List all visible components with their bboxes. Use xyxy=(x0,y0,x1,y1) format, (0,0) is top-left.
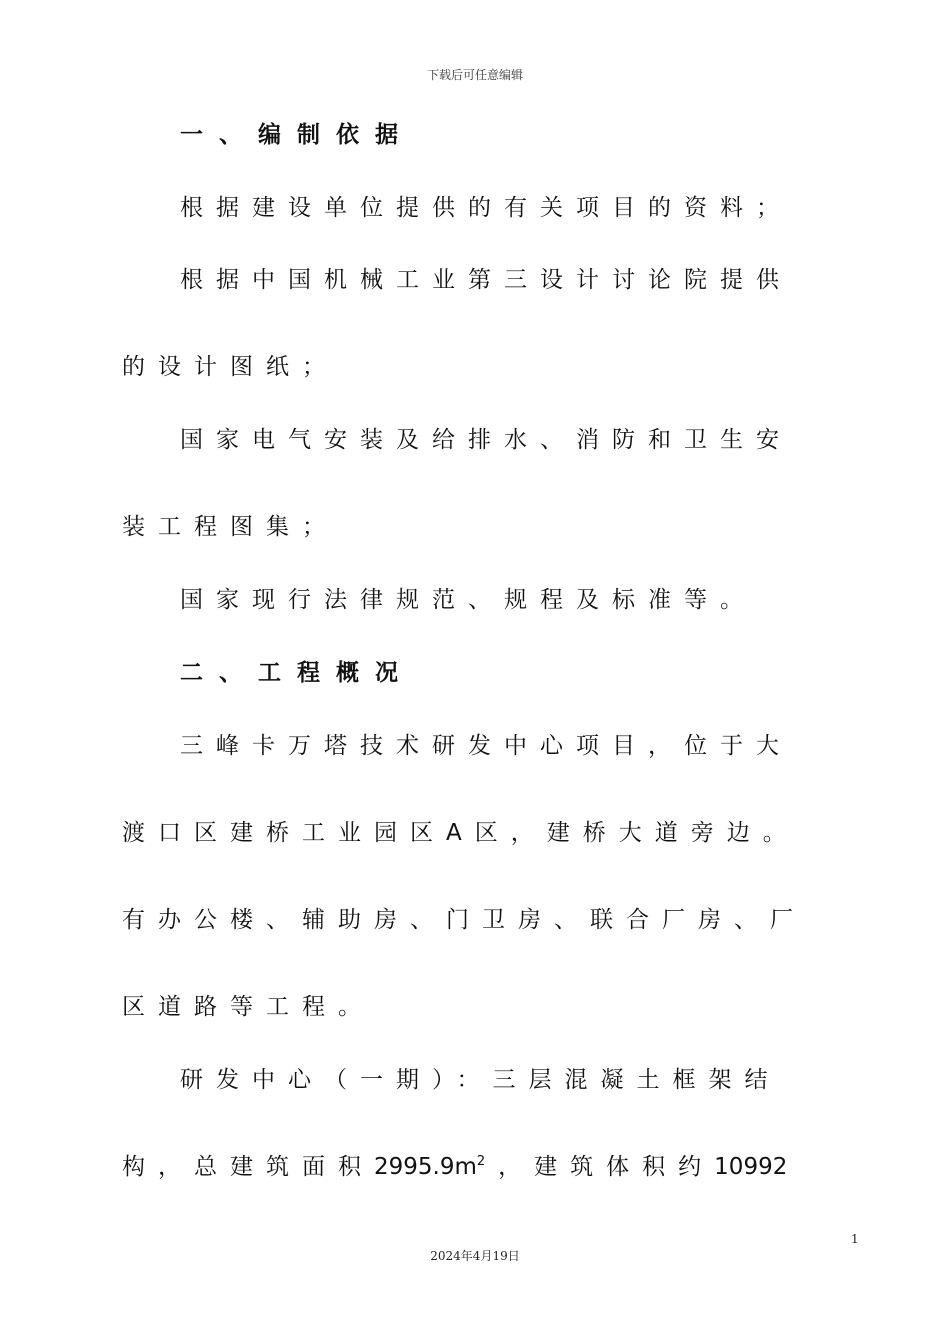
volume-text: ，建筑体积约 xyxy=(498,1154,715,1180)
page-number: 1 xyxy=(851,1232,859,1246)
area-value: 2995.9m xyxy=(374,1154,477,1180)
section-heading-overview: 二、工程概况 xyxy=(180,660,414,686)
paragraph-line-area xyxy=(122,1152,787,1182)
page-header: 下载后可任意编辑 xyxy=(426,68,523,82)
paragraph-line: 有办公楼、辅助房、门卫房、联合厂房、厂 xyxy=(122,907,806,933)
paragraph-line: 的设计图纸； xyxy=(122,354,338,380)
paragraph-line: 根据建设单位提供的有关项目的资料； xyxy=(180,195,792,221)
page-footer-date: 2024年4月19日 xyxy=(430,1249,520,1263)
paragraph-line: 装工程图集； xyxy=(122,514,338,540)
paragraph-line: 研发中心（一期）：三层混凝土框架结 xyxy=(180,1067,781,1093)
section-heading-basis: 一、编制依据 xyxy=(180,122,414,148)
paragraph-line: 国家电气安装及给排水、消防和卫生安 xyxy=(180,427,792,453)
paragraph-line: 三峰卡万塔技术研发中心项目，位于大 xyxy=(180,733,792,759)
volume-value: 10992 xyxy=(714,1154,788,1180)
area-text-before: 构，总建筑面积 xyxy=(122,1154,374,1180)
area-unit-superscript: 2 xyxy=(476,1154,486,1169)
paragraph-line: 区道路等工程。 xyxy=(122,994,374,1020)
paragraph-line: 国家现行法律规范、规程及标准等。 xyxy=(180,587,756,613)
paragraph-line: 根据中国机械工业第三设计讨论院提供 xyxy=(180,267,792,293)
paragraph-line: 渡口区建桥工业园区A区，建桥大道旁边。 xyxy=(122,820,799,846)
